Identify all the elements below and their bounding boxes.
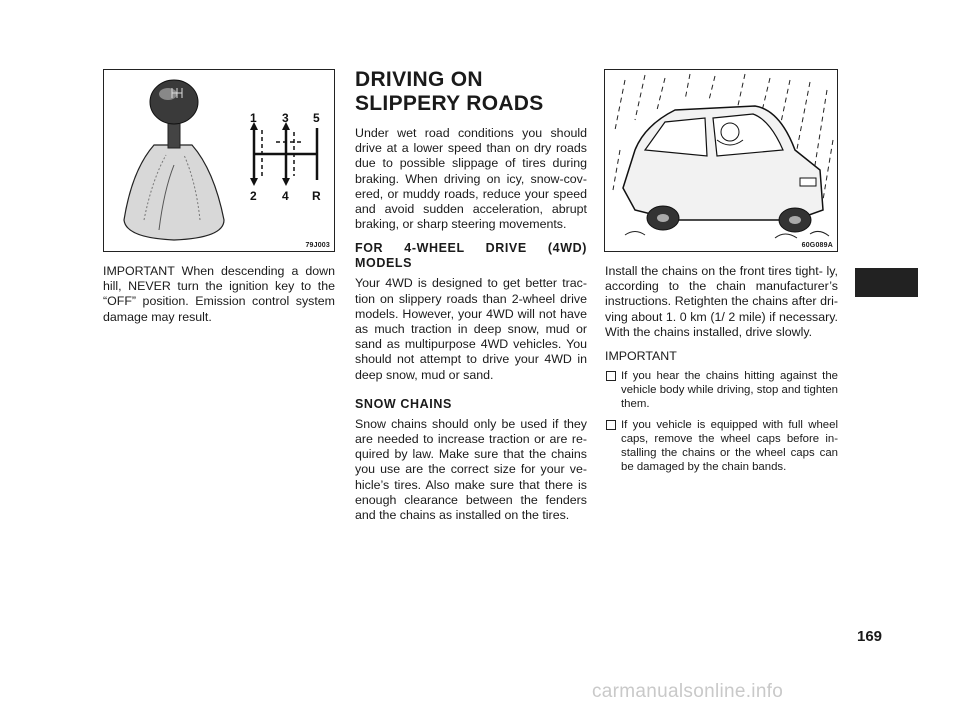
car-rain-figure <box>604 69 838 252</box>
bullet-item <box>605 369 838 411</box>
important-label: IMPORTANT <box>605 349 677 364</box>
gear-label-3: 3 <box>282 111 289 125</box>
figure-code-right: 60G089A <box>801 242 833 249</box>
section-4wd-heading: FOR 4-WHEEL DRIVE (4WD) MODELS <box>355 241 587 271</box>
bullet-text: If you vehicle is equipped with full wheel caps, remove the wheel caps before in- stalling the chains or the wheel caps can be damaged by the chain bands. <box>621 419 838 474</box>
car-rain-illustration <box>605 70 838 252</box>
gear-shift-illustration <box>104 70 335 252</box>
gear-label-r: R <box>312 189 321 203</box>
section-4wd-body: Your 4WD is designed to get better trac- tion on slippery roads than 2-wheel drive models. However, your 4WD will not have as much traction in deep snow, mud or sand as multipurpose 4WD vehicles. You should not attempt to drive your 4WD in deep snow, mud or sand. <box>355 276 587 382</box>
bullet-text: If you hear the chains hitting against the vehicle body while driving, stop and tighten them. <box>621 370 838 411</box>
section-snow-chains-heading: SNOW CHAINS <box>355 396 452 411</box>
page-title: DRIVING ON SLIPPERY ROADS <box>355 68 544 115</box>
gear-label-4: 4 <box>282 189 289 203</box>
gear-label-1: 1 <box>250 111 257 125</box>
page-number: 169 <box>857 628 883 645</box>
checkbox-icon <box>606 371 616 381</box>
chains-install-paragraph: Install the chains on the front tires tight- ly, according to the chain manufacturer’s instructions. Retighten the chains after dri- ving about 1. 0 km (1/ 2 mile) if necessary. With the chains installed, drive slowly. <box>605 264 838 339</box>
section-snow-chains-body: Snow chains should only be used if they are needed to increase traction or are re- quired by law. Make sure that the chains you use are the correct size for your ve- hicle’s tires. Also make sure that there is enough clearance between the fenders and the chains as installed on the tires. <box>355 416 587 523</box>
section-tab-marker <box>855 268 918 297</box>
figure-code-left: 79J003 <box>305 242 330 249</box>
right-column <box>605 264 838 481</box>
important-descending-note: IMPORTANT When descending a down hill, NEVER turn the ignition key to the “OFF” position. Emission control system damage may result. <box>103 264 335 324</box>
left-column <box>103 264 335 334</box>
checkbox-icon <box>606 420 616 430</box>
bullet-item <box>605 418 838 474</box>
gear-label-5: 5 <box>313 111 320 125</box>
middle-column <box>355 126 587 532</box>
intro-paragraph: Under wet road conditions you should drive at a lower speed than on dry roads due to possible slippage of tires during braking. When driving on icy, snow-cov- ered, or muddy roads, reduce your speed and avoid sudden acceleration, abrupt braking, or sharp steering movements. <box>355 126 587 232</box>
gear-shift-figure <box>103 69 335 252</box>
gear-label-2: 2 <box>250 189 257 203</box>
watermark: carmanualsonline.info <box>592 681 784 702</box>
